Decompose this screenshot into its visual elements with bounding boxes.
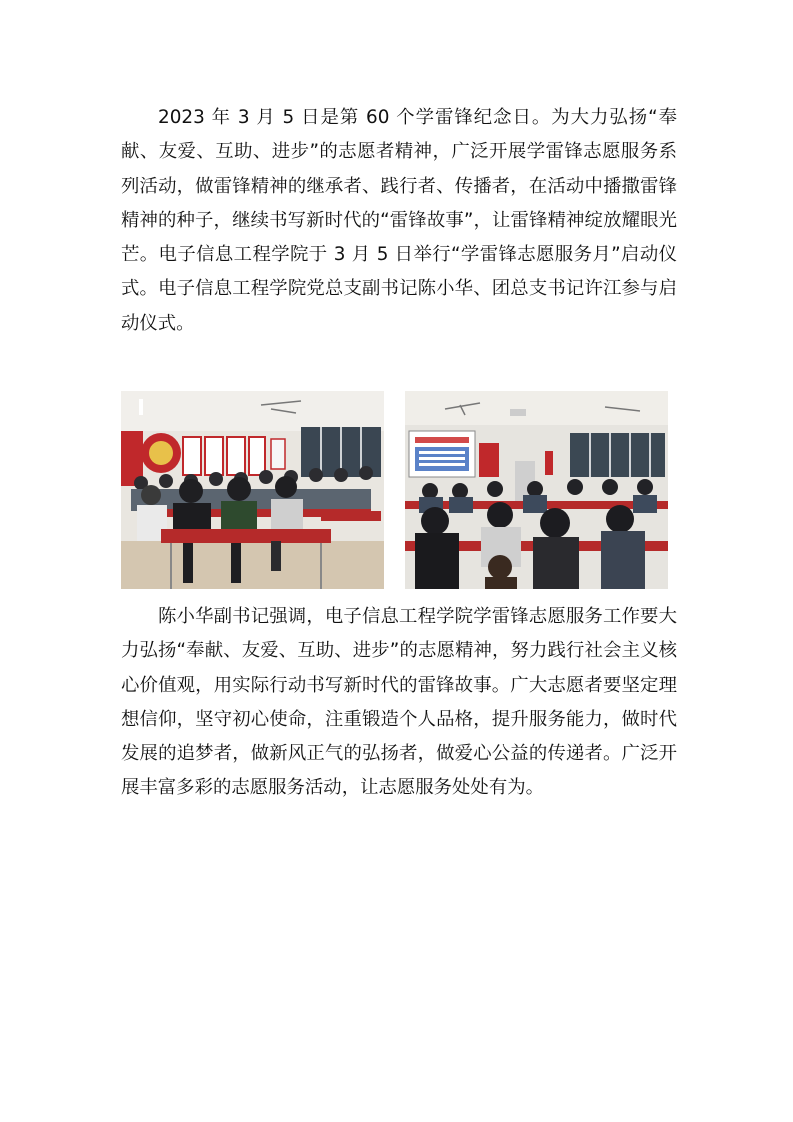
photo-students-seated bbox=[121, 391, 384, 589]
paragraph-speech: 陈小华副书记强调，电子信息工程学院学雷锋志愿服务工作要大力弘扬“奉献、友爱、互助、进步”的志愿精神，努力践行社会主义核心价值观，用实际行动书写新时代的雷锋故事。广大志愿者要坚定理想信仰，坚守初心使命，注重锻造个人品格，提升服务能力，做时代发展的追梦者，做新风正气的弘扬者，做爱心公益的传递者。广泛开展丰富多彩的志愿服务活动，让志愿服务处处有为。 bbox=[121, 606, 677, 799]
paragraph-intro: 2023 年 3 月 5 日是第 60 个学雷锋纪念日。为大力弘扬“奉献、友爱、互助、进步”的志愿者精神，广泛开展学雷锋志愿服务系列活动，做雷锋精神的继承者、践行者、传播者，在活动中播撒雷锋精神的种子，继续书写新时代的“雷锋故事”，让雷锋精神绽放耀眼光芒。电子信息工程学院于 3 月 5 日举行“学雷锋志愿服务月”启动仪式。电子信息工程学院党总支副书记陈小华、团总支书记许江参与启动仪式。 bbox=[121, 107, 677, 334]
photo-presentation-audience bbox=[405, 391, 668, 589]
